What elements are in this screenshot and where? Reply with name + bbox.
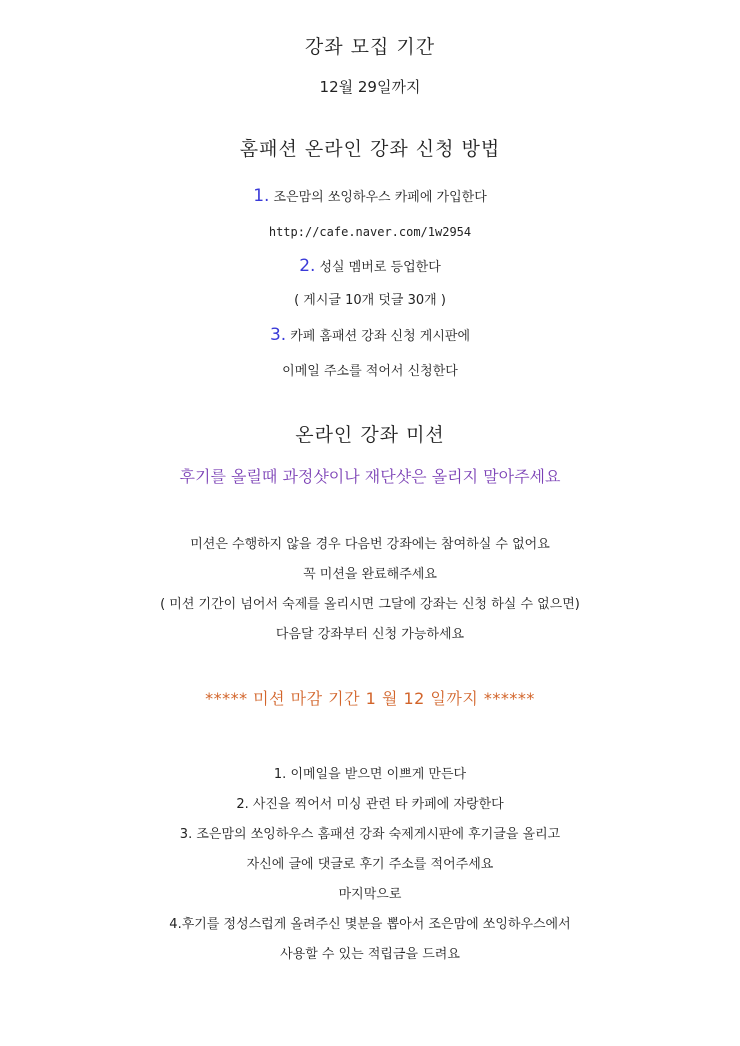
mission-note-2: 꼭 미션을 완료해주세요	[303, 567, 437, 582]
process-item-3: 3. 조은맘의 쏘잉하우스 홈패션 강좌 숙제게시판에 후기글을 올리고	[179, 827, 561, 842]
step-3-number: 3.	[269, 325, 287, 345]
process-item-2: 2. 사진을 찍어서 미싱 관련 타 카페에 자랑한다	[236, 797, 504, 812]
step-2-text: 성실 멤버로 등업한다	[319, 260, 441, 275]
apply-title: 홈패션 온라인 강좌 신청 방법	[239, 138, 501, 160]
recruit-title: 강좌 모집 기간	[304, 36, 436, 58]
recruit-deadline: 12월 29일까지	[319, 78, 421, 96]
step-2-number: 2.	[299, 256, 316, 276]
mission-warning: 후기를 올릴때 과정샷이나 재단샷은 올리지 말아주세요	[179, 467, 561, 486]
mission-deadline: ***** 미션 마감 기간 1 월 12 일까지 ******	[205, 689, 535, 708]
process-item-1: 1. 이메일을 받으면 이쁘게 만든다	[273, 767, 467, 782]
step-1-number: 1.	[253, 186, 270, 206]
mission-note-1: 미션은 수행하지 않을 경우 다음번 강좌에는 참여하실 수 없어요	[190, 537, 550, 552]
cafe-url-link[interactable]: http://cafe.naver.com/1w2954	[268, 225, 472, 239]
apply-step-1	[0, 186, 740, 206]
process-item-4: 4.후기를 정성스럽게 올려주신 몇분을 뽑아서 조은맘에 쏘잉하우스에서	[169, 917, 571, 932]
mission-note-4: 다음달 강좌부터 신청 가능하세요	[275, 627, 465, 642]
process-item-4-continued: 사용할 수 있는 적립금을 드려요	[280, 947, 460, 962]
step-2-note: ( 게시글 10개 덧글 30개 )	[294, 293, 446, 308]
process-closing: 마지막으로	[338, 887, 402, 902]
mission-note-3: ( 미션 기간이 넘어서 숙제를 올리시면 그달에 강좌는 신청 하실 수 없으면)	[160, 597, 580, 612]
apply-step-3	[0, 325, 740, 345]
step-3-text: 카페 홈패션 강좌 신청 게시판에	[290, 329, 471, 344]
step-3-text-continued: 이메일 주소를 적어서 신청한다	[282, 364, 458, 379]
apply-step-2	[0, 256, 740, 276]
mission-title: 온라인 강좌 미션	[295, 424, 445, 446]
process-item-3-continued: 자신에 글에 댓글로 후기 주소를 적어주세요	[246, 857, 494, 872]
step-1-text: 조은맘의 쏘잉하우스 카페에 가입한다	[273, 190, 487, 205]
